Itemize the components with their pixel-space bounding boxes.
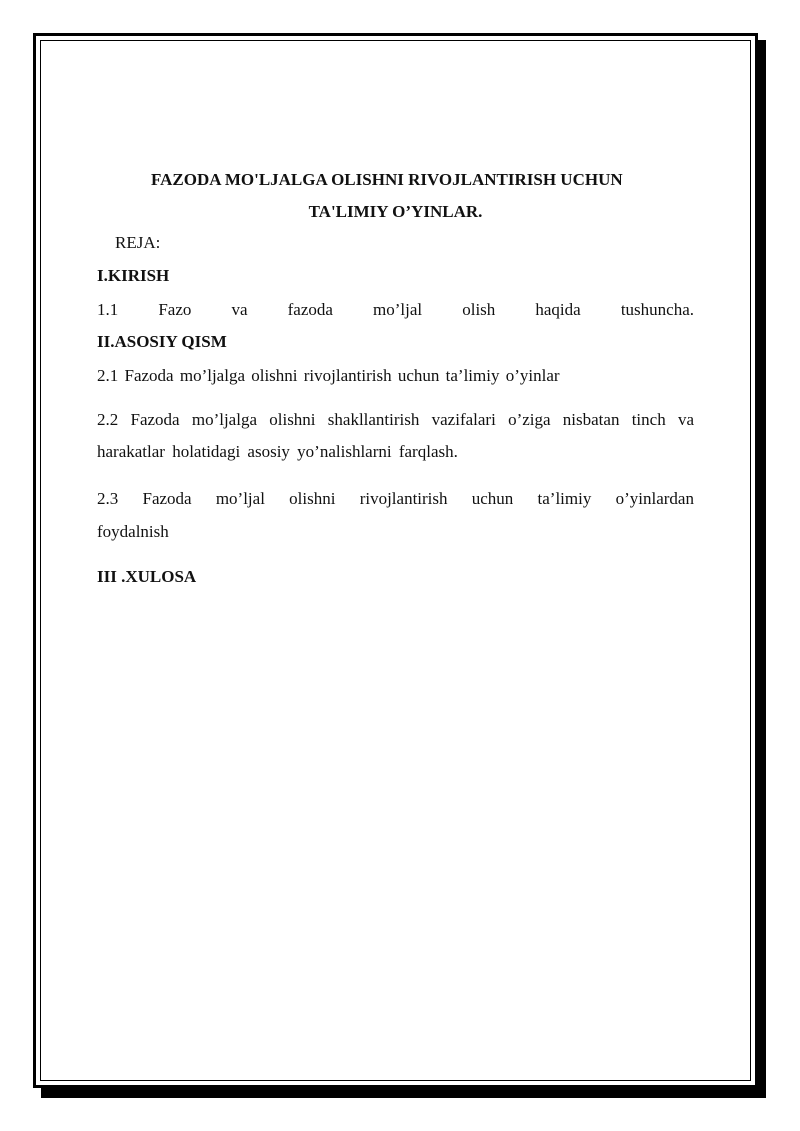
plan-item-word: uchun (471, 489, 514, 508)
plan-item-word: haqida (535, 300, 581, 319)
document-title-line-2: TA'LIMIY O’YINLAR. (308, 202, 483, 221)
section-heading-conclusion: III .XULOSA (97, 567, 197, 586)
plan-item-2-2: 2.2 Fazoda mo’ljalga olishni shakllantirish vazifalari o’ziga nisbatan tinch va harakatlar holatidagi asosiy yo’nalishlarni farqlash. (97, 410, 694, 461)
plan-item-word: tushuncha. (620, 300, 694, 319)
plan-item-word: mo’ljal (215, 489, 265, 508)
plan-item-1-1 (97, 300, 694, 320)
plan-item-2-3-continuation: foydalnish (97, 522, 169, 541)
plan-item-2-3 (97, 489, 694, 509)
plan-item-word: olish (462, 300, 496, 319)
plan-item-word: fazoda (287, 300, 333, 319)
plan-item-word: 2.3 (97, 489, 119, 508)
section-heading-introduction: I.KIRISH (97, 266, 170, 285)
plan-item-word: Fazo (158, 300, 192, 319)
plan-item-word: o’yinlardan (615, 489, 694, 508)
plan-item-word: Fazoda (142, 489, 192, 508)
plan-item-word: va (231, 300, 248, 319)
plan-item-word: ta’limiy (537, 489, 592, 508)
page-border (33, 33, 758, 1088)
plan-item-word: rivojlantirish (359, 489, 448, 508)
plan-item-word: 1.1 (97, 300, 119, 319)
plan-item-2-1: 2.1 Fazoda mo’ljalga olishni rivojlantirish uchun ta’limiy o’yinlar (97, 366, 560, 385)
document-title-line-1: FAZODA MO'LJALGA OLISHNI RIVOJLANTIRISH UCHUN (151, 170, 623, 189)
page-border-inner (40, 40, 751, 1081)
plan-label: REJA: (115, 233, 161, 252)
section-heading-main: II.ASOSIY QISM (97, 332, 227, 351)
plan-item-word: mo’ljal (373, 300, 423, 319)
plan-item-word: olishni (289, 489, 336, 508)
